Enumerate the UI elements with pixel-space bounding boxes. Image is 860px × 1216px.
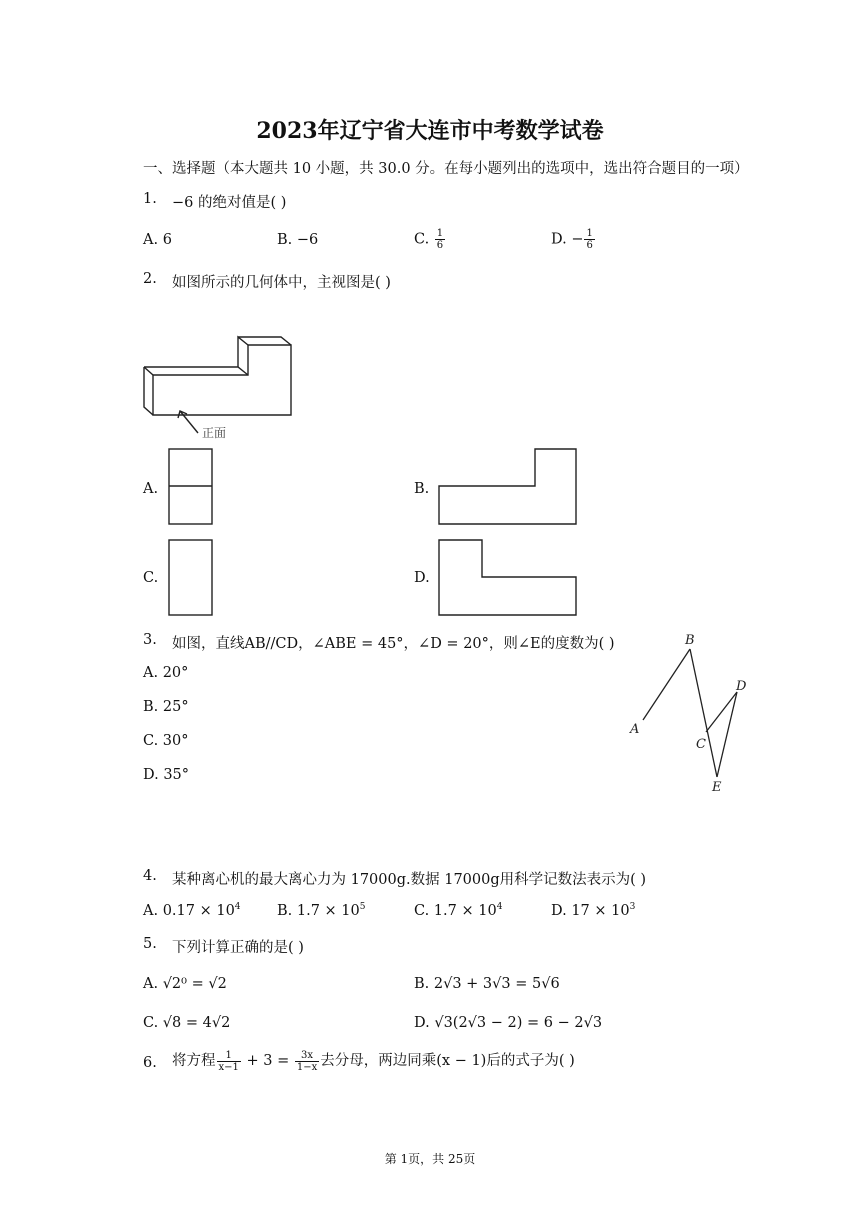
q2-option-d-figure: [437, 539, 579, 617]
q1-option-d: D. − $\frac{1}{6}$: [551, 228, 593, 251]
fraction: $\frac{3x}{1-x}$: [296, 1049, 318, 1073]
q4-option-c: C. $1.7 \times 10^4$: [414, 902, 503, 919]
question-6-text: 将方程 $\frac{1}{x-1}$ + 3 = $\frac{3x}{1-x}$ 去分母，两边同乘(x − 1)后的式子为( ): [172, 1049, 575, 1073]
q2-option-b-label: B.: [414, 481, 430, 497]
q3-option-c: C. 30°: [143, 733, 189, 749]
q2-option-a-label: A.: [143, 481, 159, 497]
question-5-number: 5.: [143, 936, 157, 952]
q4-option-a: A. $0.17 \times 10^4$: [143, 902, 241, 919]
question-2-number: 2.: [143, 271, 157, 287]
point-b-label: B: [685, 633, 695, 648]
fraction: $\frac{1}{6}$: [436, 228, 444, 251]
question-1-number: 1.: [143, 191, 157, 207]
q1-option-b: B. −6: [277, 232, 319, 248]
page-title: 2023年辽宁省大连市中考数学试卷: [256, 118, 604, 144]
q2-option-d-label: D.: [414, 570, 430, 586]
front-label: 正面: [202, 426, 227, 440]
q2-solid-figure: [138, 325, 303, 445]
q2-option-c-figure: [168, 539, 214, 617]
q1-option-c: C. $\frac{1}{6}$: [414, 228, 444, 251]
question-3-text: 如图，直线AB//CD，∠ABE = 45°，∠D = 20°，则∠E的度数为( ): [172, 636, 615, 652]
q3-option-a: A. 20°: [143, 665, 189, 681]
q2-option-a-figure: [168, 448, 214, 526]
q3-option-d: D. 35°: [143, 767, 190, 783]
q3-option-b: B. 25°: [143, 699, 189, 715]
q4-option-d: D. $17 \times 10^3$: [551, 902, 636, 919]
q5-option-b: B. 2√3 + 3√3 = 5√6: [414, 976, 560, 992]
point-c-label: C: [696, 737, 706, 752]
question-4-text: 某种离心机的最大离心力为 17000g.数据 17000g用科学记数法表示为( ): [172, 872, 647, 888]
q2-option-b-figure: [437, 448, 579, 526]
point-a-label: A: [630, 722, 640, 737]
page-footer: 第 1页，共 25页: [384, 1152, 476, 1166]
q2-option-c-label: C.: [143, 570, 159, 586]
fraction: $\frac{1}{6}$: [586, 228, 593, 251]
question-1-text: −6 的绝对值是( ): [172, 195, 287, 211]
q4-option-b: B. $1.7 \times 10^5$: [277, 902, 366, 919]
question-2-text: 如图所示的几何体中，主视图是( ): [172, 275, 391, 291]
section-heading: 一、选择题（本大题共 10 小题，共 30.0 分。在每小题列出的选项中，选出符合题目的一项）: [143, 161, 749, 177]
question-5-text: 下列计算正确的是( ): [172, 940, 304, 956]
q5-option-a: A. √2⁰ = √2: [143, 976, 227, 992]
question-4-number: 4.: [143, 868, 157, 884]
q1-option-a: A. 6: [143, 232, 172, 248]
point-e-label: E: [712, 780, 722, 795]
q5-option-c: C. √8 = 4√2: [143, 1015, 231, 1031]
q5-option-d: D. √3(2√3 − 2) = 6 − 2√3: [414, 1015, 603, 1031]
q3-geometry-figure: [620, 625, 760, 800]
question-6-number: 6.: [143, 1055, 157, 1071]
fraction: $\frac{1}{x-1}$: [218, 1049, 239, 1073]
question-3-number: 3.: [143, 632, 157, 648]
point-d-label: D: [736, 679, 747, 694]
